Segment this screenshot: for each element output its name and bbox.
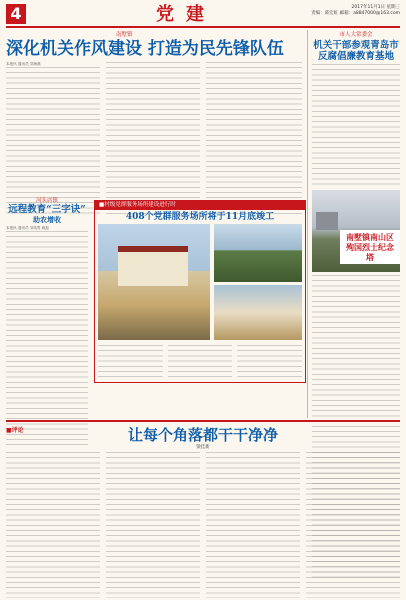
header-meta bbox=[311, 5, 400, 17]
lead-body bbox=[6, 62, 304, 218]
lead-byline: 本报讯 通讯员 刘海燕 bbox=[6, 62, 41, 66]
lead-column-2 bbox=[106, 62, 200, 218]
service-center-photo-1 bbox=[98, 224, 210, 340]
feature-banner: ■村级党群服务场所建设进行时 bbox=[95, 201, 305, 210]
feature-caption-1 bbox=[98, 345, 163, 379]
column-divider bbox=[307, 30, 308, 418]
river-headline: 远程教育“三字诀” bbox=[8, 204, 86, 215]
opinion-headline: 让每个角落都干干净净 bbox=[127, 426, 278, 444]
opinion-section bbox=[6, 420, 400, 600]
lead-headline: 深化机关作风建设 打造为民先锋队伍 bbox=[6, 39, 284, 59]
lead-column-1 bbox=[6, 62, 100, 218]
lead-column-2-text bbox=[106, 62, 200, 218]
editor-line: 责编：葛宏虹 邮箱：a8847000@163.com bbox=[311, 11, 400, 16]
opinion-column-4 bbox=[306, 452, 400, 598]
opinion-column-3 bbox=[206, 452, 300, 598]
feature-caption-3 bbox=[237, 345, 302, 379]
river-text bbox=[6, 231, 88, 449]
opinion-author: 梁佳新 bbox=[196, 445, 210, 450]
page-header bbox=[6, 4, 400, 28]
opinion-column-2 bbox=[106, 452, 200, 598]
date-line: 2017年11月1日 星期三 bbox=[351, 5, 400, 10]
section-title: 党建 bbox=[156, 4, 216, 25]
feature-headline: 408个党群服务场所将于11月底竣工 bbox=[125, 212, 275, 222]
page-number: 4 bbox=[6, 4, 26, 24]
opinion-body bbox=[6, 452, 400, 600]
memorial-tower-image bbox=[316, 212, 338, 230]
lead-column-3 bbox=[206, 62, 302, 218]
memorial-photo bbox=[312, 190, 400, 272]
river-article bbox=[6, 196, 88, 449]
lead-column-3-text bbox=[206, 62, 302, 218]
right-top-kicker: 市人大常委会 bbox=[339, 32, 373, 38]
feature-photos bbox=[98, 224, 302, 342]
memorial-headline: 南墅镇南山区殉国烈士纪念塔 bbox=[346, 232, 394, 262]
lead-article bbox=[6, 30, 304, 218]
opinion-tag: ■评论 bbox=[6, 427, 24, 434]
opinion-column-1 bbox=[6, 452, 100, 598]
river-kicker: 河头店镇 bbox=[35, 198, 58, 204]
memorial-headline-box bbox=[340, 230, 400, 264]
river-subheadline: 助农增收 bbox=[33, 215, 61, 224]
feature-caption-2 bbox=[168, 345, 233, 379]
river-byline: 本报讯 通讯员 刘英男 姚振 bbox=[6, 226, 49, 230]
service-center-photo-2 bbox=[214, 224, 302, 282]
right-top-text bbox=[312, 64, 400, 186]
lead-kicker: 南墅镇 bbox=[116, 32, 133, 38]
service-center-photo-3 bbox=[214, 285, 302, 340]
feature-captions bbox=[98, 345, 302, 379]
photo-feature bbox=[94, 200, 306, 383]
lead-column-1-text bbox=[6, 67, 100, 217]
right-top-headline: 机关干部参观青岛市反腐倡廉教育基地 bbox=[313, 40, 399, 62]
